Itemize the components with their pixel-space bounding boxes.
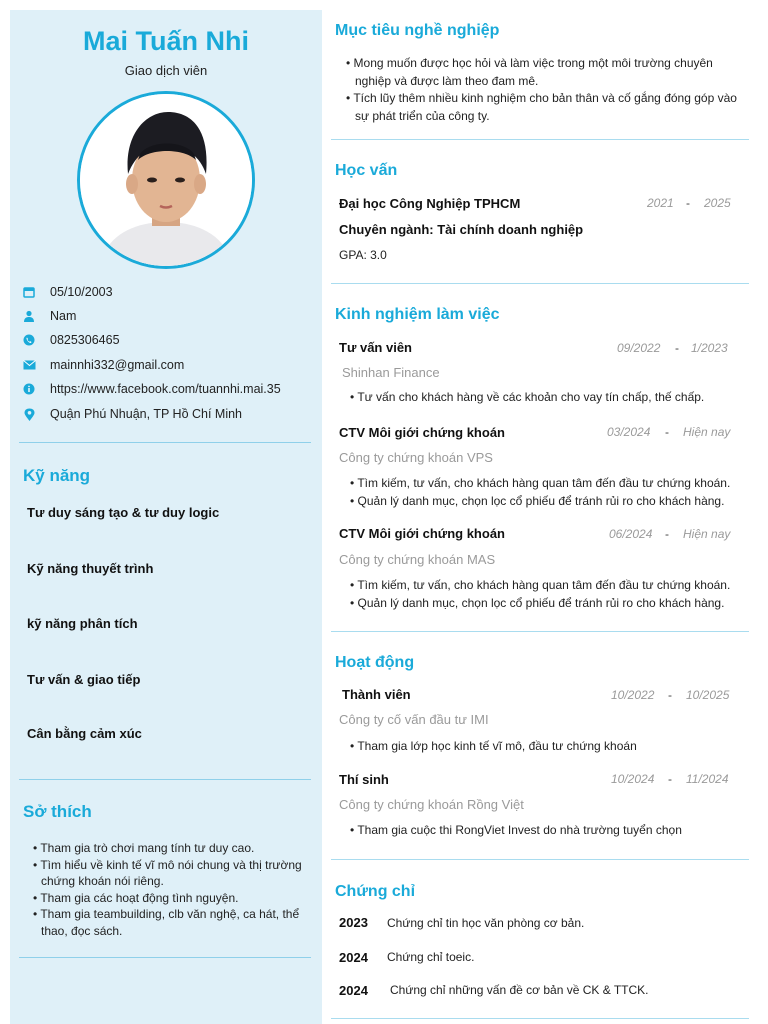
job-bullets: [350, 577, 750, 612]
location-icon: [22, 407, 36, 421]
divider: [19, 957, 311, 958]
certificate-year: 2023: [339, 915, 368, 930]
school-name: Đại học Công Nghiệp TPHCM: [339, 196, 521, 211]
objective-item: • Mong muốn được học hỏi và làm việc trong một môi trường chuyên nghiệp và được làm theo đam mê.: [346, 55, 746, 90]
date-start: 09/2022: [617, 341, 661, 355]
activity-bullet: • Tham gia lớp học kinh tế vĩ mô, đầu tư chứng khoán: [350, 738, 745, 756]
hobby-item: • Tham gia các hoạt động tình nguyện.: [32, 890, 307, 907]
divider: [331, 139, 749, 140]
divider: [331, 859, 749, 860]
contact-phone[interactable]: [22, 333, 120, 347]
date-end: 10/2025: [686, 688, 730, 702]
date-separator: -: [675, 341, 679, 355]
info-icon: [22, 382, 36, 396]
gpa: GPA: 3.0: [339, 248, 387, 262]
divider: [331, 283, 749, 284]
job-bullet: • Quản lý danh mục, chọn lọc cổ phiếu để tránh rủi ro cho khách hàng.: [350, 595, 750, 613]
candidate-name: Mai Tuấn Nhi: [83, 26, 249, 56]
education-heading: Học vấn: [335, 162, 398, 179]
job-org: Công ty chứng khoán MAS: [339, 552, 496, 567]
contact-email-text: mainnhi332@gmail.com: [50, 358, 185, 372]
skill-item: Kỹ năng thuyết trình: [27, 561, 154, 576]
major: Chuyên ngành: Tài chính doanh nghiệp: [339, 222, 584, 237]
job-title: CTV Môi giới chứng khoán: [339, 526, 505, 541]
contact-facebook[interactable]: [22, 382, 281, 396]
contact-email[interactable]: [22, 358, 184, 372]
date-start: 03/2024: [607, 425, 651, 439]
divider: [19, 442, 311, 443]
date-separator: -: [665, 527, 669, 541]
job-bullet: • Quản lý danh mục, chọn lọc cổ phiếu để tránh rủi ro cho khách hàng.: [350, 493, 750, 511]
job-org: Công ty chứng khoán VPS: [339, 450, 493, 465]
job-title: Giao dịch viên: [124, 63, 208, 78]
skill-item: Tư duy sáng tạo & tư duy logic: [27, 505, 220, 520]
divider: [331, 631, 749, 632]
date-separator: -: [665, 425, 669, 439]
activity-org: Công ty chứng khoán Rồng Việt: [339, 797, 524, 812]
calendar-icon: [22, 285, 36, 299]
activity-role: Thành viên: [342, 687, 411, 702]
date-start: 10/2022: [611, 688, 655, 702]
date-separator: -: [668, 688, 672, 702]
job-title: Tư vấn viên: [339, 340, 412, 355]
hobbies-list: [32, 840, 307, 939]
date-start: 2021: [647, 196, 674, 210]
email-icon: [22, 358, 36, 372]
date-start: 10/2024: [611, 772, 655, 786]
hobby-item: • Tham gia trò chơi mang tính tư duy cao.: [32, 840, 307, 857]
certificate-name: Chứng chỉ toeic.: [387, 950, 475, 964]
hobby-item: • Tìm hiểu về kinh tế vĩ mô nói chung và thị trường chứng khoán nói riêng.: [32, 857, 307, 890]
contact-gender: [22, 309, 76, 323]
date-separator: -: [686, 196, 690, 210]
date-end: 11/2024: [686, 772, 729, 786]
certificate-year: 2024: [339, 983, 368, 998]
skills-heading: Kỹ năng: [23, 466, 91, 485]
job-bullet: • Tư vấn cho khách hàng về các khoản cho vay tín chấp, thế chấp.: [350, 389, 745, 407]
certificates-heading: Chứng chỉ: [335, 883, 416, 900]
phone-icon: [22, 333, 36, 347]
contact-facebook-text: https://www.facebook.com/tuannhi.mai.35: [50, 382, 281, 396]
sidebar: [10, 10, 322, 1024]
activities-heading: Hoạt động: [335, 654, 415, 671]
divider: [331, 1018, 749, 1019]
contact-phone-text: 0825306465: [50, 333, 120, 347]
job-bullets: [350, 389, 745, 407]
date-start: 06/2024: [609, 527, 653, 541]
contact-address: [22, 407, 242, 421]
activity-role: Thí sinh: [339, 772, 389, 787]
objective-list: [346, 55, 746, 125]
contact-gender-text: Nam: [50, 309, 77, 323]
date-end: 1/2023: [691, 341, 728, 355]
job-bullets: [350, 475, 750, 510]
avatar-photo: [80, 94, 252, 266]
contact-address-text: Quận Phú Nhuận, TP Hồ Chí Minh: [50, 407, 243, 421]
job-title: CTV Môi giới chứng khoán: [339, 425, 505, 440]
job-bullet: • Tìm kiếm, tư vấn, cho khách hàng quan tâm đến đầu tư chứng khoán.: [350, 577, 750, 595]
job-org: Shinhan Finance: [342, 365, 440, 380]
person-icon: [22, 309, 36, 323]
activity-org: Công ty cố vấn đầu tư IMI: [339, 712, 489, 727]
certificate-year: 2024: [339, 950, 368, 965]
objective-heading: Mục tiêu nghề nghiệp: [335, 22, 500, 39]
objective-item: • Tích lũy thêm nhiều kinh nghiệm cho bản thân và cố gắng đóng góp vào sự phát triển của công ty.: [346, 90, 746, 125]
avatar: [77, 91, 255, 269]
contact-dob: [22, 285, 113, 299]
certificate-name: Chứng chỉ tin học văn phòng cơ bản.: [387, 916, 585, 930]
date-separator: -: [668, 772, 672, 786]
hobby-item: • Tham gia teambuilding, clb văn nghệ, ca hát, thể thao, đọc sách.: [32, 906, 307, 939]
contact-dob-text: 05/10/2003: [50, 285, 113, 299]
skill-item: Tư vấn & giao tiếp: [27, 672, 141, 687]
activity-bullets: [350, 738, 745, 756]
skill-item: kỹ năng phân tích: [27, 616, 138, 631]
skill-item: Cân bằng cảm xúc: [27, 726, 142, 741]
hobbies-heading: Sở thích: [23, 802, 92, 821]
activity-bullets: [350, 822, 745, 840]
divider: [19, 779, 311, 780]
activity-bullet: • Tham gia cuộc thi RongViet Invest do nhà trường tuyển chọn: [350, 822, 745, 840]
job-bullet: • Tìm kiếm, tư vấn, cho khách hàng quan tâm đến đầu tư chứng khoán.: [350, 475, 750, 493]
experience-heading: Kinh nghiệm làm việc: [335, 306, 500, 323]
certificate-name: Chứng chỉ những vấn đề cơ bản về CK & TTCK.: [390, 983, 649, 997]
date-end: Hiện nay: [683, 425, 731, 439]
date-end: 2025: [704, 196, 731, 210]
date-end: Hiện nay: [683, 527, 731, 541]
